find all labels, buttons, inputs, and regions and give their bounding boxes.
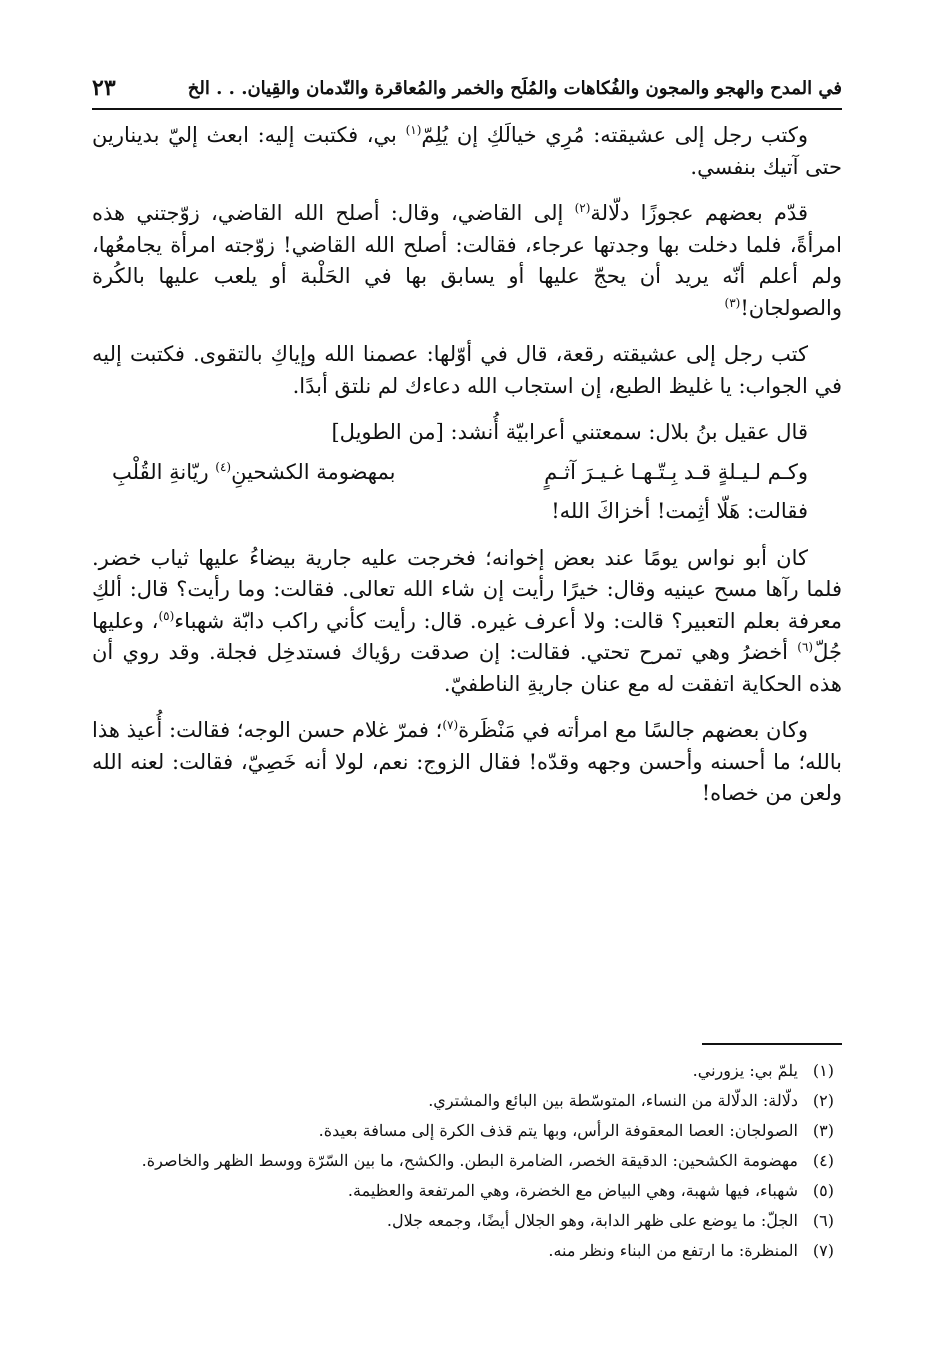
paragraph-2 [92, 198, 842, 324]
footnote-number: (٢) [812, 1091, 834, 1110]
footnote-number: (٧) [812, 1241, 834, 1260]
footnote-number: (٤) [812, 1151, 834, 1170]
footnote-item [92, 1208, 834, 1234]
footnote-item [92, 1088, 834, 1114]
footnote-ref-4: (٤) [215, 459, 232, 474]
footnote-text: الصولجان: العصا المعقوفة الرأس، وبها يتم قذف الكرة إلى مسافة بعيدة. [318, 1121, 798, 1140]
footnote-ref-2: (٢) [574, 201, 591, 215]
footnote-item [92, 1178, 834, 1204]
verse-line [92, 457, 842, 489]
footnote-item [92, 1058, 834, 1084]
poem-intro-text: قال عقيل بنُ بلال: سمعتني أعرابيّة أُنشد: [450, 420, 808, 444]
footnote-item [92, 1148, 834, 1174]
verse-second-hemistich-a: بمهضومة الكشحينِ [231, 459, 396, 484]
footnote-text: دلّالة: الدلّالة من النساء، المتوسّطة بين البائع والمشتري. [428, 1091, 798, 1110]
poem-intro [92, 417, 842, 449]
footnote-number: (٣) [812, 1121, 834, 1140]
main-text [92, 120, 842, 825]
footnote-number: (٥) [812, 1181, 834, 1200]
verse-first-hemistich: وكـم لـيـلةٍ قـد بِـتّـهـا غـيـرَ آثـمٍ [544, 459, 808, 484]
footnote-item [92, 1118, 834, 1144]
paragraph-last [92, 715, 842, 810]
paragraph-3-text: كتب رجل إلى عشيقته رقعة، قال في أوّلها: عصمنا الله وإياكِ بالتقوى. فكتبت إليه في الجواب: يا غليظ الطبع، إن استجاب الله دعاءك لم نلتق أبدًا. [92, 342, 842, 398]
verse-second-hemistich-b: ريّانةِ القُلْبِ [112, 459, 216, 484]
story-text-b: ، وعليها جُلّ [92, 608, 842, 664]
footnote-ref-5: (٥) [158, 608, 175, 623]
poem-reply [92, 496, 842, 528]
footnote-ref-3: (٣) [724, 295, 741, 310]
poem-meter: [من الطويل] [331, 420, 444, 444]
footnote-item [92, 1238, 834, 1264]
header-title: في المدح والهجو والمجون والفُكاهات والمُلَح والخمر والمُعاقرة والنّدمان والقِيان. . . الخ [187, 77, 842, 99]
footnote-number: (٦) [812, 1211, 834, 1230]
footnote-text: شهباء، فيها شهبة، وهي البياض مع الخضرة، وهي المرتفعة والعظيمة. [347, 1181, 798, 1200]
story-text-a: كان أبو نواس يومًا عند بعض إخوانه؛ فخرجت عليه جارية بيضاءُ عليها ثياب خضر. فلما رآها مسح عينيه وقال: خيرًا رأيت إن شاء الله تعالى. فقالت: وما رأيت؟ قال: ألكِ معرفة بعلم التعبير؟ قالت: ولا أعرف غيره. قال: رأيت كأني راكب دابّة شهباء [92, 545, 842, 633]
last-para-text-a: وكان بعضهم جالسًا مع امرأته في مَنْظَرة [458, 718, 808, 742]
footnote-text: يلمّ بي: يزورني. [692, 1061, 798, 1080]
story-text-c: أخضرُ وهي تمرح تحتي. فقالت: إن صدقت رؤياك فستدخِل فجلة. وقد روي أن هذه الحكاية اتفقت له مع عنان جاريةِ الناطفيّ. [92, 640, 842, 696]
footnote-number: (١) [812, 1061, 834, 1080]
footnote-ref-7: (٧) [442, 718, 459, 732]
footnote-ref-1: (١) [405, 123, 422, 137]
footnote-ref-6: (٦) [797, 640, 814, 654]
paragraph-1-text-b: بي، فكتبت إليه: ابعث إليّ بدينارين حتى آتيك بنفسي. [92, 123, 842, 179]
paragraph-3 [92, 339, 842, 402]
footnote-text: الجلّ: ما يوضع على ظهر الدابة، وهو الجلال أيضًا، وجمعه جلال. [386, 1211, 798, 1230]
paragraph-abu-nuwas [92, 543, 842, 701]
poem-reply-text: فقالت: هَلّا أثِمت! أخزاكَ الله! [551, 499, 808, 523]
running-header [92, 68, 842, 110]
verse-second-hemistich [112, 457, 395, 489]
paragraph-1 [92, 120, 842, 183]
last-para-text-b: ؛ فمرّ غلام حسن الوجه؛ فقالت: أُعيذ هذا بالله؛ ما أحسنه وأحسن وجهه وقدّه! فقال الزوج: نعم، لولا أنه خَصِيّ، فقالت: لعنه الله ولعن من خصاه! [92, 718, 842, 805]
paragraph-2-text-b: إلى القاضي، وقال: أصلح الله القاضي، زوّجتني هذه امرأةً، فلما دخلت بها وجدتها عرجاء، فقالت: أصلح الله القاضي! زوّجته امرأة يجامعُها، ولم أعلم أنّه يريد أن يحجّ عليها أو يسابق بها في الحَلْبة أو يلعب عليها بالكُرة والصولجان! [92, 201, 842, 320]
footnote-text: المنظرة: ما ارتفع من البناء ونظر منه. [548, 1241, 798, 1260]
footnote-separator [702, 1043, 842, 1045]
footnote-text: مهضومة الكشحين: الدقيقة الخصر، الضامرة البطن. والكشح، ما بين السّرّة ووسط الظهر والخاصرة. [141, 1151, 798, 1170]
paragraph-2-text-a: قدّم بعضهم عجوزًا دلّالة [590, 201, 808, 225]
page-number: ٢٣ [92, 75, 116, 101]
paragraph-1-text-a: وكتب رجل إلى عشيقته: مُرِي خيالَكِ إن يُلِمّ [421, 123, 808, 147]
footnotes [92, 1058, 834, 1268]
